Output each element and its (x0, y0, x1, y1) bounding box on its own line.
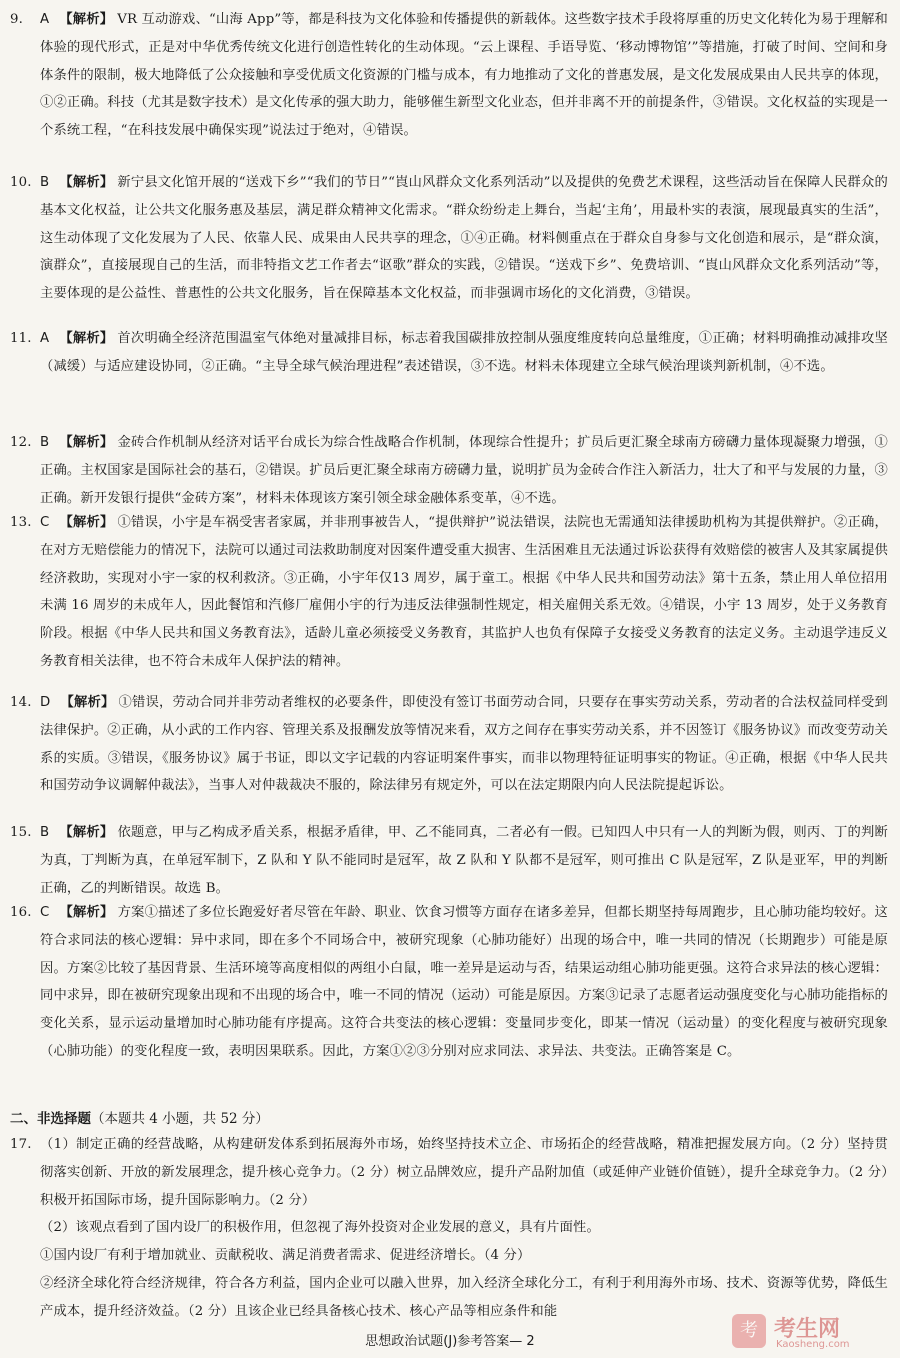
item-tag: 【解析】 (59, 515, 114, 530)
answer-item-10 (10, 169, 888, 308)
item-text: ①错误，劳动合同并非劳动者维权的必要条件，即使没有签订书面劳动合同，只要存在事实劳动关系，劳动者的合法权益同样受到法律保护。②正确，从小武的工作内容、管理关系及报酬发放等情况来看，双方之间存在事实劳动关系，并不因签订《服务协议》而改变劳动关系的实质。③错误，《服务协议》属于书证，即以文字记载的内容证明案件事实，而非以物理特征证明事实的物证。④正确，根据《中华人民共和国劳动争议调解仲裁法》，当事人对仲裁裁决不服的，除法律另有规定外，可以在法定期限内向人民法院提起诉讼。 (40, 695, 888, 794)
paragraph: （2）该观点看到了国内设厂的积极作用，但忽视了海外投资对企业发展的意义，具有片面性。 (40, 1220, 600, 1236)
item-tag: 【解析】 (59, 12, 114, 27)
paragraph: ②经济全球化符合经济规律，符合各方利益，国内企业可以融入世界，加入经济全球化分工，有利于利用海外市场、技术、资源等优势，降低生产成本，提升经济效益。（2 分）且该企业已经具备核心技术、核心产品等相应条件和能 (40, 1275, 888, 1319)
item-text: 新宁县文化馆开展的“送戏下乡”“我们的节日”“崀山风群众文化系列活动”以及提供的免费艺术课程，这些活动旨在保障人民群众的基本文化权益，让公共文化服务惠及基层，满足群众精神文化需求。“群众纷纷走上舞台，当起‘主角’，用最朴实的表演，展现最真实的生活”，这生动体现了文化发展为了人民、依靠人民、成果由人民共享的理念，①④正确。材料侧重点在于群众自身参与文化创造和展示，是“群众演，演群众”，直接展现自己的生活，而非特指文艺工作者去“讴歌”群众的实践，②错误。“送戏下乡”、免费培训、“崀山风群众文化系列活动”等，主要体现的是公益性、普惠性的公共文化服务，旨在保障基本文化权益，而非强调市场化的文化消费，③错误。 (40, 175, 888, 302)
item-number: 11. (10, 331, 32, 346)
item-answer: B (40, 825, 50, 840)
answer-item-13 (10, 509, 888, 676)
section-heading (10, 1106, 269, 1132)
item-tag: 【解析】 (60, 695, 115, 710)
item-answer: B (40, 175, 50, 190)
item-tag: 【解析】 (59, 175, 114, 190)
section-note: （本题共 4 小题，共 52 分） (91, 1111, 269, 1127)
item-number: 9. (10, 12, 23, 27)
item-text: 首次明确全经济范围温室气体绝对量减排目标，标志着我国碳排放控制从强度维度转向总量维度，①正确；材料明确推动减排攻坚（减缓）与适应建设协同，②正确。“主导全球气候治理进程”表述错误，③不选。材料未体现建立全球气候治理谈判新机制，④不选。 (40, 331, 888, 374)
item-answer: A (40, 12, 50, 27)
answer-item-9 (10, 6, 888, 145)
paragraph: （1）制定正确的经营战略，从构建研发体系到拓展海外市场，始终坚持技术立企、市场拓企的经营战略，精准把握发展方向。（2 分）坚持贯彻落实创新、开放的新发展理念，提升核心竞争力。（2 分）树立品牌效应，提升产品附加值（或延伸产业链价值链），提升全球竞争力。（2 分）积极开拓国际市场，提升国际影响力。（2 分） (40, 1137, 888, 1208)
watermark-url: Kaosheng.com (776, 1339, 850, 1350)
item-number: 17. (10, 1137, 32, 1152)
item-answer: A (40, 331, 50, 346)
item-answer: D (40, 695, 51, 710)
item-tag: 【解析】 (59, 825, 114, 840)
answer-item-14 (10, 689, 888, 800)
paragraph: ①国内设厂有利于增加就业、贡献税收、满足消费者需求、促进经济增长。（4 分） (40, 1248, 531, 1264)
item-tag: 【解析】 (59, 435, 114, 450)
section-title: 二、非选择题 (10, 1111, 91, 1127)
item-answer: C (40, 905, 50, 920)
item-number: 15. (10, 825, 32, 840)
item-number: 10. (10, 175, 32, 190)
item-answer: C (40, 515, 50, 530)
watermark-logo (732, 1312, 882, 1354)
item-text: 方案①描述了多位长跑爱好者尽管在年龄、职业、饮食习惯等方面存在诸多差异，但都长期坚持每周跑步，且心肺功能均较好。这符合求同法的核心逻辑：异中求同，即在多个不同场合中，被研究现象（心肺功能好）出现的场合中，唯一共同的情况（长期跑步）可能是原因。方案②比较了基因背景、生活环境等高度相似的两组小白鼠，唯一差异是运动与否，结果运动组心肺功能更强。这符合求异法的核心逻辑：同中求异，即在被研究现象出现和不出现的场合中，唯一不同的情况（运动）可能是原因。方案③记录了志愿者运动强度变化与心肺功能指标的变化关系，显示运动量增加时心肺功能有序提高。这符合共变法的核心逻辑：变量同步变化，即某一情况（运动量）的变化程度与被研究现象（心肺功能）的变化程度一致，表明因果联系。因此，方案①②③分别对应求同法、求异法、共变法。正确答案是 C。 (40, 905, 888, 1059)
item-text: ①错误，小宇是车祸受害者家属，并非刑事被告人，“提供辩护”说法错误，法院也无需通知法律援助机构为其提供辩护。②正确，在对方无赔偿能力的情况下，法院可以通过司法救助制度对因案件遭受重大损害、生活困难且无法通过诉讼获得有效赔偿的被害人及其家属提供经济救助，实现对小宇一家的权利救济。③正确，小宇年仅13 周岁，属于童工。根据《中华人民共和国劳动法》第十五条，禁止用人单位招用未满 16 周岁的未成年人，因此餐馆和汽修厂雇佣小宇的行为违反法律强制性规定，相关雇佣关系无效。④错误，小宇 13 周岁，处于义务教育阶段。根据《中华人民共和国义务教育法》，适龄儿童必须接受义务教育，其监护人也负有保障子女接受义务教育的法定义务。主动退学违反义务教育相关法律，也不符合未成年人保护法的精神。 (40, 515, 888, 669)
page-footer: 思想政治试题(J)参考答案— 2 (365, 1334, 535, 1349)
item-tag: 【解析】 (59, 331, 114, 346)
item-text: 依题意，甲与乙构成矛盾关系，根据矛盾律，甲、乙不能同真，二者必有一假。已知四人中只有一人的判断为假，则丙、丁的判断为真，丁判断为真，在单冠军制下，Z 队和 Y 队不能同时是冠军，故 Z 队和 Y 队都不是冠军，则可推出 C 队是冠军，Z 队是亚军，甲的判断正确，乙的判断错误。故选 B。 (40, 825, 888, 896)
item-text: 金砖合作机制从经济对话平台成长为综合性战略合作机制，体现综合性提升；扩员后更汇聚全球南方磅礴力量体现凝聚力增强，①正确。主权国家是国际社会的基石，②错误。扩员后更汇聚全球南方磅礴力量，说明扩员为金砖合作注入新活力，壮大了和平与发展的力量，③正确。新开发银行提供“金砖方案”，材料未体现该方案引领全球金融体系变革，④不选。 (40, 435, 888, 506)
item-number: 13. (10, 515, 32, 530)
item-text: VR 互动游戏、“山海 App”等，都是科技为文化体验和传播提供的新载体。这些数字技术手段将厚重的历史文化转化为易于理解和体验的现代形式，正是对中华优秀传统文化进行创造性转化的生动体现。“云上课程、手语导览、‘移动博物馆’”等措施，打破了时间、空间和身体条件的限制，极大地降低了公众接触和享受优质文化资源的门槛与成本，有力地推动了文化的普惠发展，是文化发展成果由人民共享的体现，①②正确。科技（尤其是数字技术）是文化传承的强大助力，能够催生新型文化业态，但并非离不开的前提条件，③错误。文化权益的实现是一个系统工程，“在科技发展中确保实现”说法过于绝对，④错误。 (40, 12, 888, 139)
answer-item-16 (10, 899, 888, 1066)
answer-item-11 (10, 325, 888, 381)
answer-item-12 (10, 429, 888, 512)
item-number: 16. (10, 905, 32, 920)
answer-item-17 (10, 1131, 888, 1326)
item-answer: B (40, 435, 50, 450)
item-number: 12. (10, 435, 32, 450)
watermark-icon: 考 (732, 1314, 766, 1348)
item-number: 14. (10, 695, 32, 710)
answer-item-15 (10, 819, 888, 902)
item-tag: 【解析】 (59, 905, 114, 920)
watermark-text: 考生网 (774, 1317, 841, 1342)
